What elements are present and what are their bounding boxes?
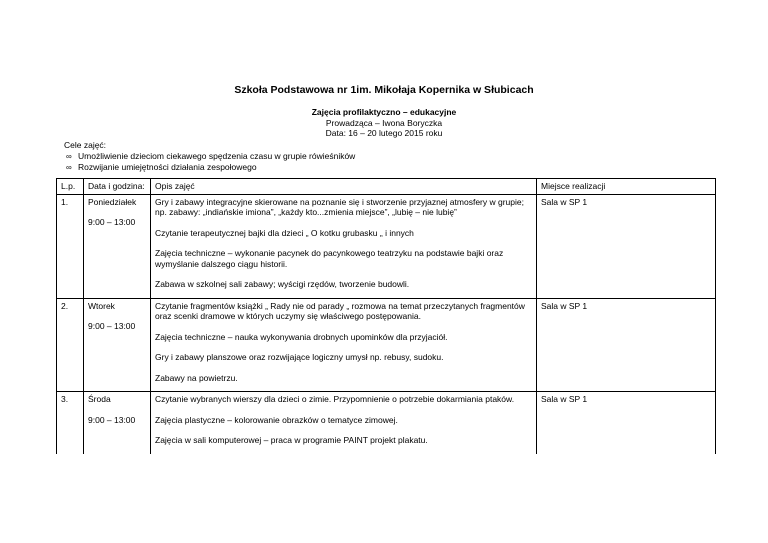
goal-item — [64, 151, 355, 162]
goal-text: Rozwijanie umiejętności działania zespołowego — [78, 162, 257, 172]
table-header-row — [57, 179, 716, 195]
document-subtitle: Zajęcia profilaktyczno – edukacyjne — [311, 107, 457, 117]
row-time: 9:00 – 13:00 — [88, 321, 136, 331]
goal-text: Umożliwienie dzieciom ciekawego spędzenia czasu w grupie rówieśników — [78, 151, 356, 161]
table-row — [57, 298, 716, 392]
infinity-bullet-icon: ∞ — [66, 152, 72, 161]
row-time: 9:00 – 13:00 — [88, 217, 136, 227]
row-date-cell — [84, 194, 151, 298]
activity-item: Gry i zabawy integracyjne skierowane na poznanie się i stworzenie przyjaznej atmosfery w grupie; np. zabawy: „indiańskie imiona”, „każdy kto...zmienia miejsce”, „lubię – nie lubię” — [155, 196, 524, 217]
row-day: Środa — [88, 394, 111, 404]
table-row — [57, 392, 716, 454]
activity-item: Gry i zabawy planszowe oraz rozwijające logiczny umysł np. rebusy, sudoku. — [155, 352, 444, 362]
goals-heading: Cele zajęć: — [64, 140, 107, 150]
activity-item: Zajęcia w sali komputerowej – praca w programie PAINT projekt plakatu. — [155, 435, 428, 445]
activity-item: Zajęcia plastyczne – kolorowanie obrazków o tematyce zimowej. — [155, 414, 398, 425]
row-place: Sala w SP 1 — [537, 392, 716, 454]
row-number: 2. — [57, 298, 84, 392]
row-number: 3. — [57, 392, 84, 454]
row-place: Sala w SP 1 — [537, 194, 716, 298]
row-description-cell — [151, 298, 537, 392]
table-row — [57, 194, 716, 298]
header-place: Miejsce realizacji — [537, 179, 716, 195]
goal-item — [64, 162, 355, 173]
schedule-table — [56, 178, 716, 454]
row-description-cell — [151, 392, 537, 454]
activity-item: Zabawa w szkolnej sali zabawy; wyścigi rzędów, tworzenie budowli. — [155, 279, 410, 289]
infinity-bullet-icon: ∞ — [66, 163, 72, 172]
host-line: Prowadząca – Iwona Boryczka — [325, 118, 443, 128]
activity-item: Czytanie fragmentów książki „ Rady nie od parady „ rozmowa na temat przeczytanych fragmentów oraz scenki dramowe w których uczymy się właściwego postępowania. — [155, 300, 525, 321]
header-lp: L.p. — [57, 179, 84, 195]
goals-section — [64, 140, 355, 173]
activity-item: Zajęcia techniczne – wykonanie pacynek do pacynkowego teatrzyku na podstawie bajki oraz wymyślanie dalszego ciągu historii. — [155, 248, 504, 269]
activity-item: Czytanie wybranych wierszy dla dzieci o zimie. Przypomnienie o potrzebie dokarmiania ptaków. — [155, 394, 515, 404]
date-line: Data: 16 – 20 lutego 2015 roku — [325, 128, 443, 138]
row-date-cell — [84, 392, 151, 454]
document-title: Szkoła Podstawowa nr 1im. Mikołaja Kopernika w Słubicach — [234, 84, 534, 96]
row-number: 1. — [57, 194, 84, 298]
activity-item: Zajęcia techniczne – nauka wykonywania drobnych upominków dla przyjaciół. — [155, 331, 448, 342]
header-date: Data i godzina: — [84, 179, 151, 195]
row-date-cell — [84, 298, 151, 392]
row-description-cell — [151, 194, 537, 298]
row-day: Poniedziałek — [88, 196, 137, 207]
activity-item: Zabawy na powietrzu. — [155, 372, 238, 383]
row-time: 9:00 – 13:00 — [88, 414, 136, 425]
activity-item: Czytanie terapeutycznej bajki dla dzieci „ O kotku grubasku „ i innych — [155, 227, 414, 238]
row-place: Sala w SP 1 — [537, 298, 716, 392]
header-description: Opis zajęć — [151, 179, 537, 195]
row-day: Wtorek — [88, 300, 115, 311]
